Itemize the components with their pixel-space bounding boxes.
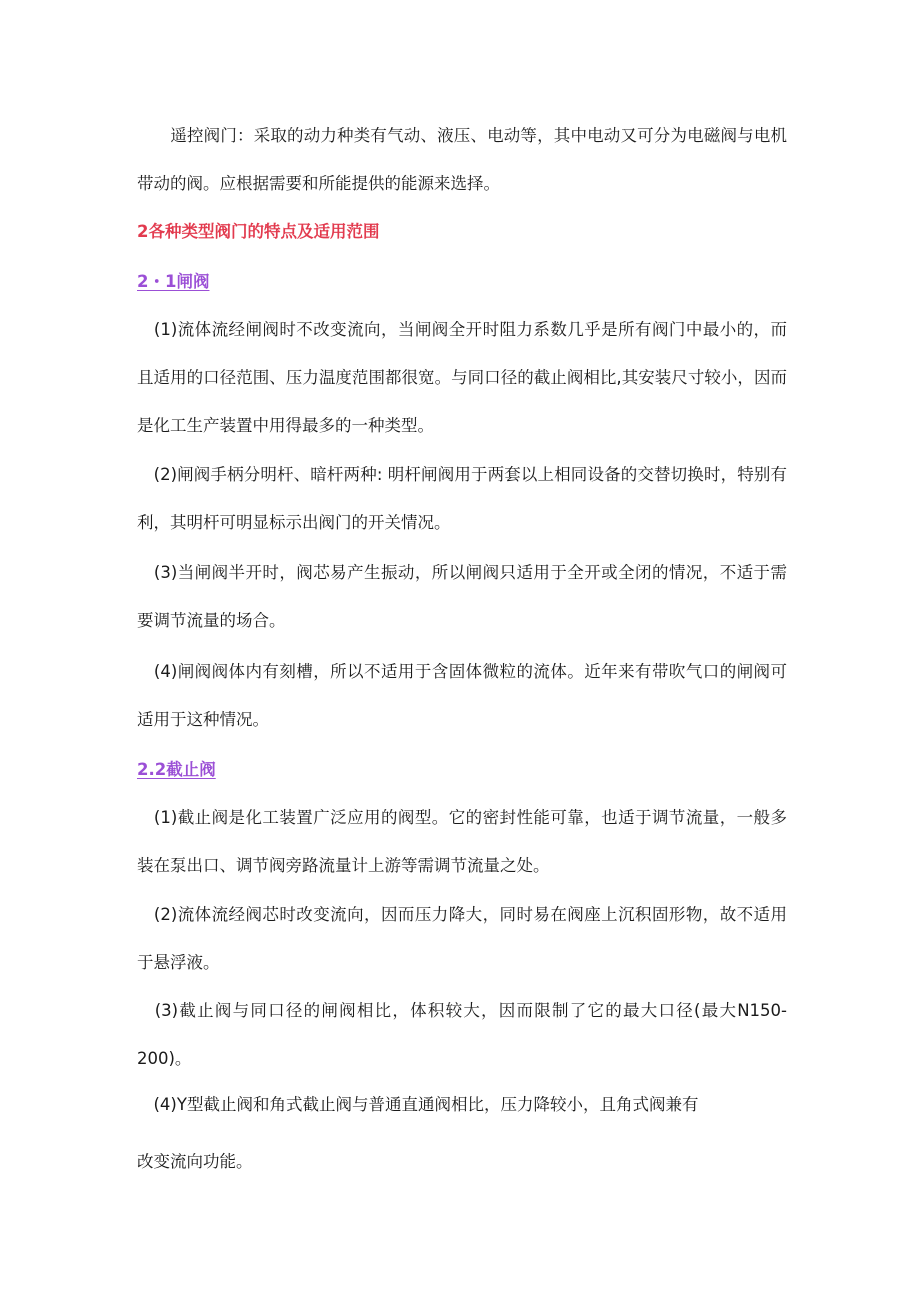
paragraph-globe-2: (2)流体流经阀芯时改变流向，因而压力降大，同时易在阀座上沉积固形物，故不适用于悬浮液。: [137, 905, 787, 972]
paragraph-globe-4b: 改变流向功能。: [137, 1152, 253, 1171]
paragraph-globe-3: (3)截止阀与同口径的闸阀相比，体积较大，因而限制了它的最大口径(最大N150-200)。: [137, 1001, 787, 1068]
subsection-heading-globe-valve: 2.2截止阀: [137, 760, 216, 779]
paragraph-globe-4a: (4)Y型截止阀和角式截止阀与普通直通阀相比，压力降较小，且角式阀兼有: [137, 1095, 699, 1114]
paragraph-gate-1: (1)流体流经闸阀时不改变流向，当闸阀全开时阻力系数几乎是所有阀门中最小的，而且适用的口径范围、压力温度范围都很宽。与同口径的截止阀相比,其安装尺寸较小，因而是化工生产装置中用得最多的一种类型。: [137, 320, 787, 435]
paragraph-gate-3: (3)当闸阀半开时，阀芯易产生振动，所以闸阀只适用于全开或全闭的情况，不适于需要调节流量的场合。: [137, 563, 787, 630]
subsection-heading-gate-valve: 2・1闸阀: [137, 272, 210, 291]
paragraph-gate-4: (4)闸阀阀体内有刻槽，所以不适用于含固体微粒的流体。近年来有带吹气口的闸阀可适用于这种情况。: [137, 662, 787, 729]
paragraph-globe-1: (1)截止阀是化工装置广泛应用的阀型。它的密封性能可靠，也适于调节流量，一般多装在泵出口、调节阀旁路流量计上游等需调节流量之处。: [137, 808, 787, 875]
paragraph-gate-2: (2)闸阀手柄分明杆、暗杆两种: 明杆闸阀用于两套以上相同设备的交替切换时，特别有利，其明杆可明显标示出阀门的开关情况。: [137, 465, 787, 532]
paragraph-remote-valve: 遥控阀门：采取的动力种类有气动、液压、电动等，其中电动又可分为电磁阀与电机带动的阀。应根据需要和所能提供的能源来选择。: [137, 126, 787, 193]
section-heading-valve-types: 2各种类型阀门的特点及适用范围: [137, 222, 380, 241]
